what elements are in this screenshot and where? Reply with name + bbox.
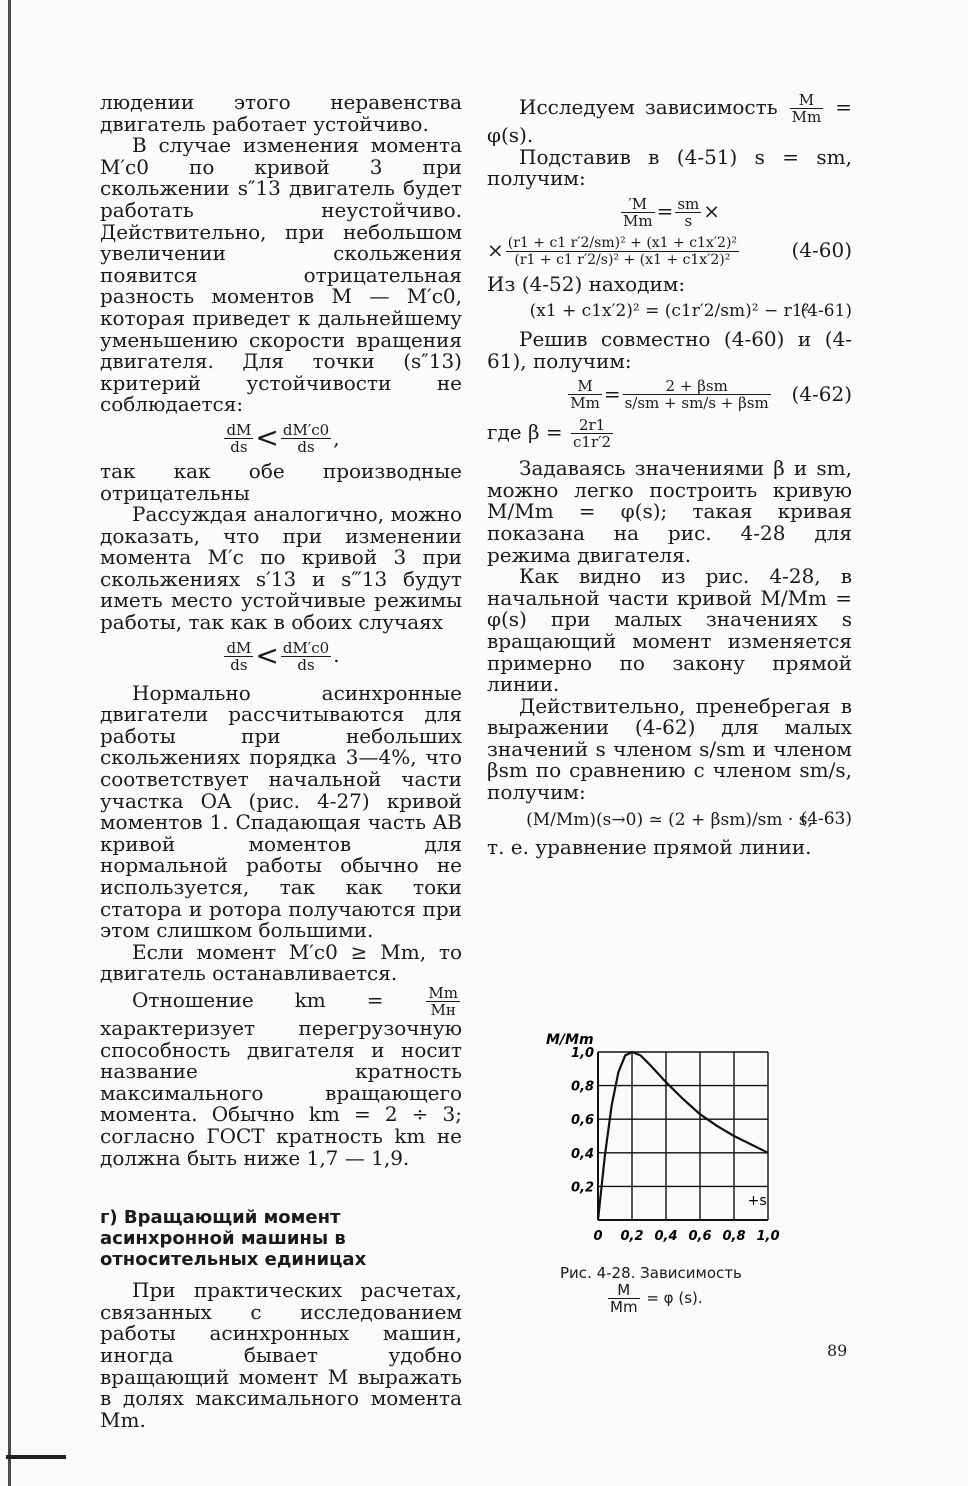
figure-4-28-chart: [536, 1030, 796, 1250]
section-heading: г) Вращающий момент асинхронной машины в относительных единицах: [100, 1207, 367, 1271]
right-column: [487, 92, 852, 859]
paragraph: В случае изменения момента M′с0 по кривой 3 при скольжении s″13 двигатель будет работать неустойчиво. Действительно, при небольшом увеличении скольжения появится отрицательная разность моментов M — M′с0, которая приведет к дальнейшему уменьшению скорости вращения двигателя. Для точки (s″13) критерий устойчивости не соблюдается:: [100, 133, 462, 417]
equation-4-60: $\frac{'M}{Mm}$ = $\frac{sm}{s}$ ×: [622, 194, 721, 230]
page-number: 89: [827, 1341, 848, 1360]
y-tick-label: 0,4: [570, 1146, 594, 1162]
y-axis-label: M/Mm: [546, 1032, 594, 1048]
x-tick-label: 1,0: [756, 1229, 780, 1244]
paragraph: где β = $\frac{2r1}{c1r'2}$: [487, 416, 612, 452]
paragraph: Если момент M′с0 ≥ Mm, то двигатель останавливается.: [100, 939, 462, 986]
paragraph: Отношение km = $\frac{Mm}{Mн}$ характеризует перегрузочную способность двигателя и носит название кратность максимального вращающего момента. Обычно km = 2 ÷ 3; согласно ГОСТ кратность km не должна быть ниже 1,7 — 1,9.: [100, 983, 462, 1170]
scan-edge-foot: [6, 1455, 66, 1459]
paragraph: Из (4-52) находим:: [487, 271, 686, 296]
paragraph: так как обе производные отрицательны: [100, 458, 462, 505]
paragraph: Подставив в (4-51) s = sm, получим:: [487, 144, 852, 191]
left-column: [100, 92, 462, 1431]
x-tick-label: 0,2: [620, 1229, 644, 1244]
x-tick-label: 0,4: [654, 1229, 678, 1244]
x-tick-label: 0,8: [722, 1229, 746, 1244]
y-tick-label: 1,0: [570, 1046, 594, 1061]
x-axis-label: +s: [747, 1193, 767, 1210]
x-tick-label: 0,6: [688, 1229, 712, 1244]
equation-4-62: $\frac{M}{Mm}$ = $\frac{\text{2 + βsm}}{\text{s/sm + sm/s + βsm}}$ (4-62): [570, 377, 852, 413]
paragraph: Нормально асинхронные двигатели рассчитываются для работы при небольших скольжениях порядка 3—4%, что соответствует начальной части участка OA (рис. 4-27) кривой моментов 1. Спадающая часть AB кривой моментов для нормальной работы обычно не используется, так как токи статора и ротора получаются при этом слишком большими.: [100, 680, 462, 943]
inequality: $\frac{dM}{ds}$ < $\frac{dM'с0}{ds}$ ,: [226, 420, 340, 456]
scan-edge: [8, 0, 11, 1486]
paragraph: Рассуждая аналогично, можно доказать, что при изменении момента M′с по кривой 3 при скольжениях s′13 и s‴13 будут иметь место устойчивые режимы работы, так как в обоих случаях: [100, 502, 462, 635]
paragraph: При практических расчетах, связанных с исследованием работы асинхронных машин, иногда бывает удобно вращающий момент M выражать в долях максимального момента Mm.: [100, 1278, 462, 1432]
figure-caption: Рис. 4-28. Зависимость $\frac{M}{Mm}$ = φ (s).: [560, 1264, 742, 1316]
paragraph: Задаваясь значениями β и sm, можно легко построить кривую M/Mm = φ(s); такая кривая показана на рис. 4-28 для режима двигателя.: [487, 456, 852, 567]
y-tick-label: 0,6: [570, 1113, 594, 1129]
equation-4-60-body: × $\frac{\text{(r1 + c1 r′2/sm)² + (x1 + c1x′2)²}}{\text{(r1 + c1 r′2/s)² + (x1 + c1x′2)²}}$ (4-60): [487, 234, 852, 268]
y-tick-label: 0,2: [570, 1180, 594, 1196]
paragraph: Решив совместно (4-60) и (4-61), получим:: [487, 326, 852, 373]
equation-4-63: (M/Mm)(s→0) ≃ (2 + βsm)/sm · s, (4-63): [526, 809, 852, 830]
paragraph: Действительно, пренебрегая в выражении (4-62) для малых значений s членом s/sm и членом βsm по сравнению с членом sm/s, получим:: [487, 693, 852, 805]
paragraph: Исследуем зависимость $\frac{M}{Mm}$ = φ(s).: [487, 91, 853, 147]
x-tick-label: 0: [593, 1229, 603, 1244]
paragraph: т. е. уравнение прямой линии.: [487, 835, 812, 860]
paragraph: Как видно из рис. 4-28, в начальной части кривой M/Mm = φ(s) при малых значениях s вращающий момент изменяется примерно по закону прямой линии.: [487, 564, 852, 697]
inequality: $\frac{dM}{ds}$ < $\frac{dM'с0}{ds}$ .: [226, 638, 340, 674]
curve-m-mm-phi-s: [598, 1052, 768, 1220]
paragraph: людении этого неравенства двигатель работает устойчиво.: [100, 90, 462, 136]
equation-4-61: (x1 + c1x′2)² = (c1r′2/sm)² − r1² (4-61): [529, 301, 852, 322]
y-tick-label: 0,8: [570, 1079, 594, 1095]
